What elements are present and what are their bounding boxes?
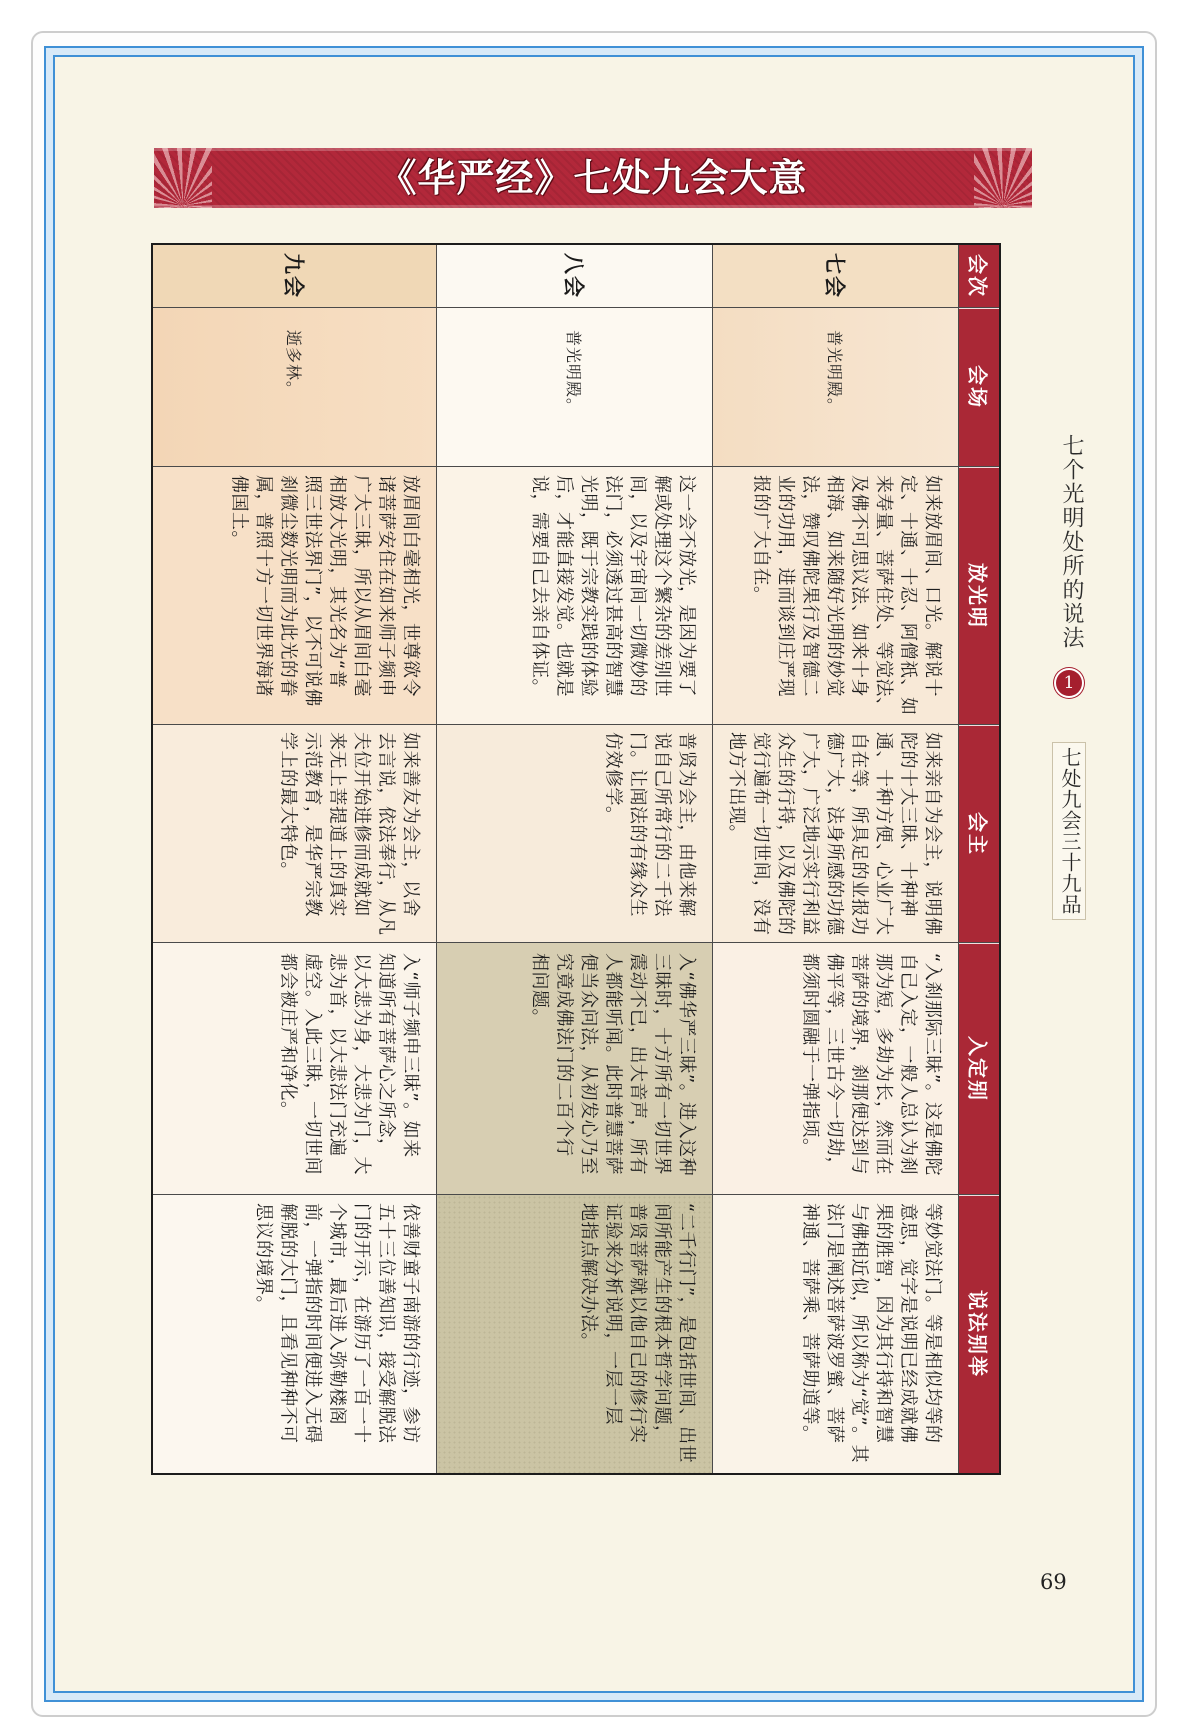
- host-text: 普贤为会主，由他来解 说自己所常行的二千法 门。让闻法的有缘众生 仿效修学。: [602, 732, 697, 917]
- header-venue: [959, 308, 999, 466]
- header-session-label: 会次: [965, 254, 990, 298]
- venue-cell: [437, 308, 712, 466]
- teaching-cell: [153, 1195, 436, 1473]
- light-text: 如来放眉间、口光。解说十 定、十通、十忍、阿僧祇、如 来寿量、菩萨住处、等觉法、 及佛不可思议法、如来十身 相海、如来随好光明的妙觉 法，赞叹佛陀果行及智德二 业的功用，进而谈到庄严现 报的广大自在。: [750, 475, 943, 716]
- header-teaching-label: 说法别举: [965, 1290, 990, 1378]
- teaching-text: 依善财童子南游的行迹，参访 五十三位善知识，接受解脱法 门的开示，在游历了一百一十 个城市，最后进入弥勒楼阁 前，一弹指的时间便进入无碍 解脱的大门，且看见种种不可 思议的境界。: [253, 1203, 421, 1444]
- host-text: 如来善友为会主，以舍 去言说，依法奉行，从凡 夫位开始进修而成就如 来无上菩提道上的真实 示范教育，是华严宗教 学上的最大特色。: [277, 732, 421, 936]
- light-text: 这一会不放光，是因为要了 解或处理这个繁杂的差别世 间，以及宇宙间一切微妙的 法门，必须透过甚高的智慧 光明，既于宗教实践的体验 后，才能直接发觉。也就是 说，需要自己去亲自体证。: [529, 475, 697, 697]
- venue-text: 普光明殿。: [825, 330, 844, 416]
- session-label: 九会: [281, 253, 306, 299]
- chapter-running-title: 七个光明处所的说法: [1059, 434, 1084, 650]
- light-text: 放眉间白毫相光，世尊欲令 诸菩萨安住在如来师子频申 广大三昧，所以从眉间白毫 相放大光明，其光名为“普 照三世法界门”，以不可说佛 刹微尘数光明而为此光的眷 属，普照十方一切世界海诸 佛国土。: [228, 475, 421, 707]
- header-samadhi-label: 入定别: [965, 1035, 990, 1102]
- session-label: 八会: [561, 253, 586, 299]
- page-title: 《华严经》七处九会大意: [378, 156, 808, 200]
- light-cell: [713, 467, 958, 724]
- header-light: [959, 467, 999, 724]
- samadhi-text: 入“师子频申三昧”。如来 知道所有菩萨心之所念， 以大悲为身，大悲为门，大 悲为首，以大悲法门充遍 虚空。入此三昧，一切世间 都会被庄严和净化。: [277, 953, 421, 1175]
- venue-cell: [153, 308, 436, 466]
- session-label: 七会: [822, 253, 847, 299]
- venue-text: 逝多林。: [284, 330, 303, 399]
- header-host: [959, 725, 999, 942]
- chapter-number-badge: 1: [1056, 670, 1082, 696]
- samadhi-text: “入刹那际三昧”。这是佛陀 自己入定，一般人总认为刹 那为短，多劫为长，然而在 菩萨的境界，刹那便达到与 佛平等，三世古今一切劫， 都须时圆融于一弹指顷。: [799, 953, 943, 1177]
- host-cell: [437, 725, 712, 942]
- header-session: [959, 245, 999, 307]
- samadhi-cell: [437, 943, 712, 1194]
- session-cell: [153, 245, 436, 307]
- section-running-title: 七处九会三十九品: [1052, 742, 1086, 920]
- header-teaching: [959, 1195, 999, 1473]
- host-cell: [713, 725, 958, 942]
- venue-text: 普光明殿。: [564, 330, 583, 416]
- host-cell: [153, 725, 436, 942]
- venue-cell: [713, 308, 958, 466]
- session-cell: [713, 245, 958, 307]
- header-light-label: 放光明: [965, 562, 990, 629]
- teaching-cell: [713, 1195, 958, 1473]
- samadhi-cell: [713, 943, 958, 1194]
- samadhi-cell: [153, 943, 436, 1194]
- teaching-cell: [437, 1195, 712, 1473]
- header-venue-label: 会场: [965, 365, 990, 409]
- teaching-text: 等妙觉法门。等是相似均等的 意思，觉字是说明已经成就佛 果的胜智，因为其行持和智慧 与佛相近似，所以称为“觉”。其 法门是阐述菩萨波罗蜜、菩萨 神通、菩萨乘、菩萨助道等。: [799, 1203, 943, 1464]
- teaching-text: “二千行门”，是包括世间、出世 间所能产生的根本哲学问题， 普贤菩萨就以他自己的修行实 证验来分析说明，一层一层 地指点解决办法。: [578, 1203, 697, 1464]
- seven-places-nine-assemblies-table: [151, 243, 1001, 1475]
- light-cell: [437, 467, 712, 724]
- header-host-label: 会主: [965, 811, 990, 856]
- host-text: 如来亲自为会主，说明佛 陀的十大三昧、十种神 通、十种方便、心业广大 自在等，所具足的业报功 德广大，法身所感的功德 广大，广泛地示实行利益 众生的行持，以及佛陀的 觉行遍布一切世间，没有 地方不出现。: [726, 732, 943, 936]
- session-cell: [437, 245, 712, 307]
- page-number: 69: [1040, 1570, 1067, 1594]
- samadhi-text: 入“佛华严三昧”。进入这种 三昧时，十方所有一切世界 震动不已，出大音声，所有 人都能听闻。此时普慧菩萨 便当众问法，从初发心乃至 究竟成佛法门的二百个行 相问题。: [529, 953, 697, 1177]
- title-banner: [154, 148, 1032, 208]
- header-samadhi: [959, 943, 999, 1194]
- light-cell: [153, 467, 436, 724]
